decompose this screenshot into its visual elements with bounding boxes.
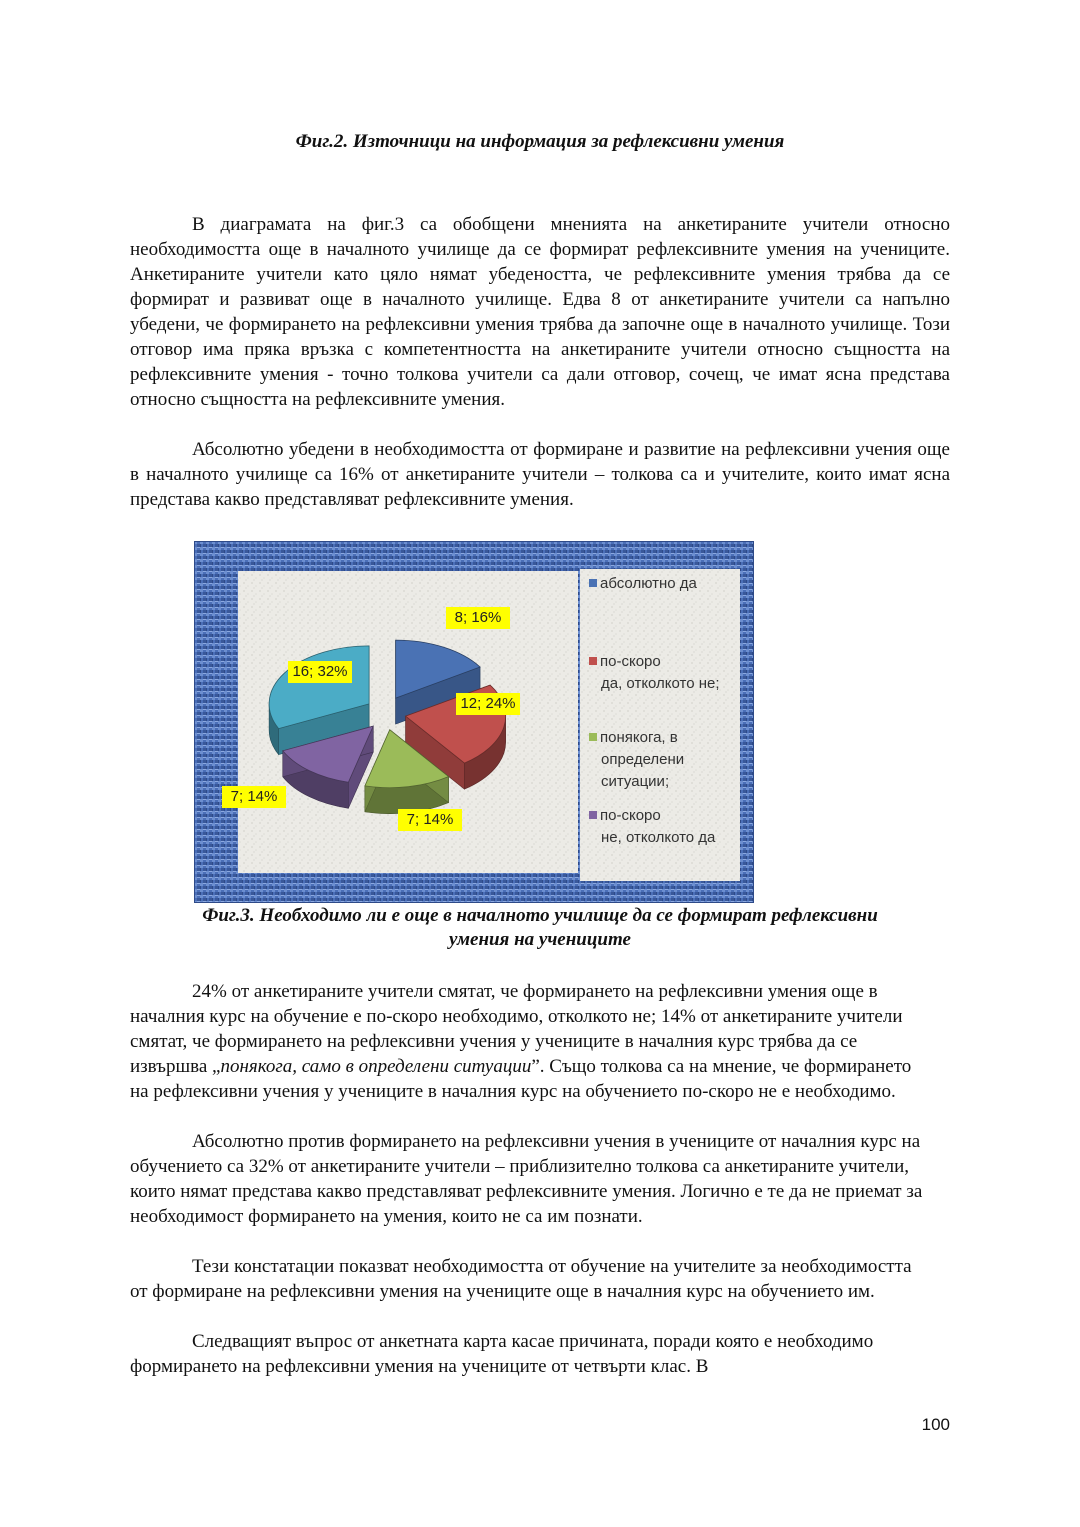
paragraph-2 bbox=[130, 437, 950, 512]
paragraph-3-part-2: ”. Също толкова са на мнение, че формирането на рефлексивни учения у учениците в началния курс на обучението по-скоро не е необходимо. bbox=[130, 1056, 912, 1102]
svg-text:16; 32%: 16; 32% bbox=[292, 662, 348, 680]
data-label bbox=[398, 809, 462, 831]
paragraph-4-text: Абсолютно против формирането на рефлексивни учения в учениците от началния курс на обучението са 32% от анкетираните учители – приблизително толкова са анкетираните учители, които нямат представа какво представляват рефлексивните умения. Логично е те да не приемат за необходимост формирането на умения, които не са им познати. bbox=[130, 1131, 923, 1227]
pie-chart-figure-3 bbox=[194, 541, 754, 903]
data-label bbox=[446, 607, 510, 629]
legend-swatch bbox=[589, 579, 597, 587]
paragraph-4 bbox=[130, 1129, 930, 1229]
figure-2-caption: Фиг.2. Източници на информация за рефлексивни умения bbox=[295, 131, 785, 152]
svg-text:ситуации;: ситуации; bbox=[601, 773, 670, 790]
paragraph-6 bbox=[130, 1329, 930, 1379]
svg-text:не, отколкото да: не, отколкото да bbox=[601, 829, 716, 846]
svg-text:да, отколкото не;: да, отколкото не; bbox=[601, 675, 720, 692]
paragraph-2-text: Абсолютно убедени в необходимостта от формиране и развитие на рефлексивни учения още в началното училище са 16% от анкетираните учители – толкова са и учителите, които имат ясна представа какво представляват рефлексивните умения. bbox=[130, 439, 950, 510]
svg-text:7; 14%: 7; 14% bbox=[230, 787, 278, 805]
paragraph-3-part-1: 24% от анкетираните учители смятат, че формирането на рефлексивни умения още в началния курс на обучение е по-скоро необходимо, отколкото не; 14% от анкетираните учители смятат, че формирането на рефлексивни учения у учениците в началния курс трябва да се извършва „ bbox=[130, 981, 903, 1077]
figure-3-caption bbox=[130, 904, 950, 952]
pie-chart-svg bbox=[194, 541, 754, 903]
paragraph-1-text: В диаграмата на фиг.3 са обобщени мненията на анкетираните учители относно необходимостта още в началното училище да се формират рефлексивните умения на учениците. Анкетираните учители като цяло нямат убедеността, че рефлексивните умения трябва да се формират и развиват още в началното училище. Едва 8 от анкетираните учители са напълно убедени, че формирането на рефлексивни умения трябва да започне още в началното училище. Този отговор има пряка връзка с компетентността на анкетираните учители относно същността на рефлексивните умения - точно толкова учители са дали отговор, сочещ, че имат ясна представа относно същността на рефлексивните умения. bbox=[130, 214, 950, 410]
page-number: 100 bbox=[921, 1415, 950, 1434]
svg-text:абсолютно да: абсолютно да bbox=[600, 575, 697, 592]
paragraph-6-text: Следващият въпрос от анкетната карта касае причината, поради която е необходимо формирането на рефлексивни умения на учениците от четвърти клас. В bbox=[130, 1331, 874, 1377]
data-label bbox=[222, 786, 286, 808]
paragraph-3 bbox=[130, 979, 930, 1104]
svg-text:определени: определени bbox=[601, 751, 685, 768]
svg-text:понякога, в: понякога, в bbox=[600, 729, 678, 746]
svg-text:12; 24%: 12; 24% bbox=[460, 694, 516, 712]
svg-text:по-скоро: по-скоро bbox=[600, 653, 661, 670]
paragraph-5 bbox=[130, 1254, 930, 1304]
paragraph-5-text: Тези констатации показват необходимостта от обучение на учителите за необходимостта от формиране на рефлексивни умения на учениците още в началния курс на обучението им. bbox=[130, 1256, 912, 1302]
legend-swatch bbox=[589, 733, 597, 741]
legend-swatch bbox=[589, 811, 597, 819]
paragraph-3-italic: понякога, само в определени ситуации bbox=[220, 1056, 532, 1077]
figure-3-caption-line-2: умения на учениците bbox=[449, 929, 631, 950]
svg-text:7; 14%: 7; 14% bbox=[406, 810, 454, 828]
paragraph-1 bbox=[130, 212, 950, 412]
legend-swatch bbox=[589, 657, 597, 665]
legend-entry bbox=[589, 575, 698, 592]
data-label bbox=[456, 693, 520, 715]
svg-text:по-скоро: по-скоро bbox=[600, 807, 661, 824]
data-label bbox=[288, 661, 352, 683]
figure-3-caption-line-1: Фиг.3. Необходимо ли е още в началното училище да се формират рефлексивни bbox=[202, 905, 878, 926]
svg-text:8; 16%: 8; 16% bbox=[454, 608, 502, 626]
paragraph-3-text bbox=[130, 979, 930, 1104]
